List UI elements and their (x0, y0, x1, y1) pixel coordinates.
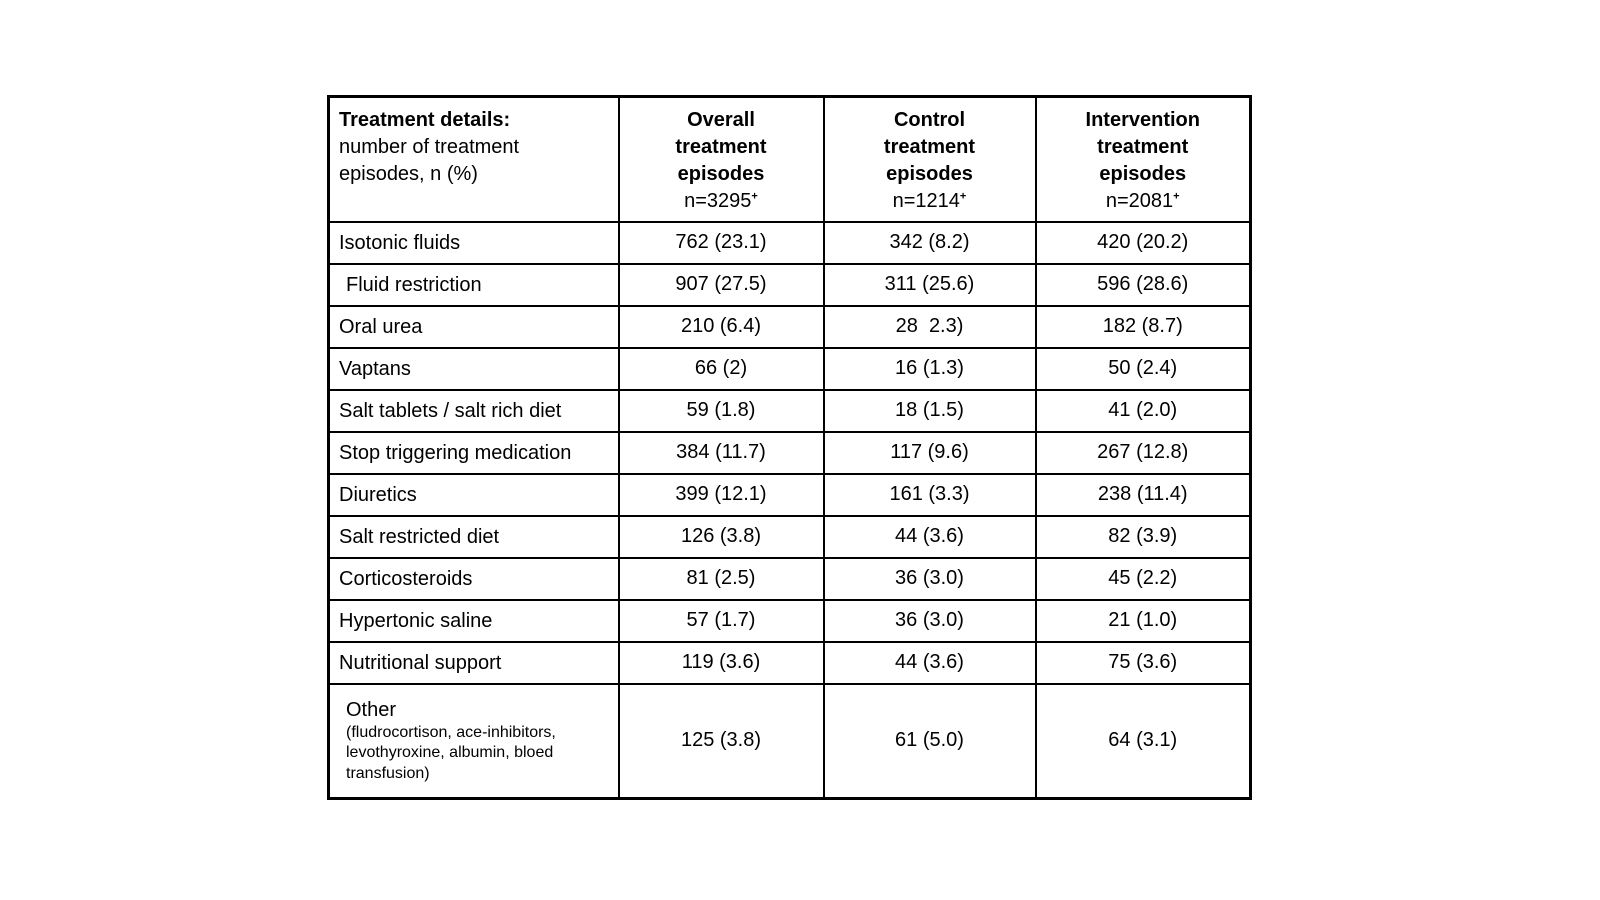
cell-overall: 57 (1.7) (619, 600, 824, 642)
cell-overall: 126 (3.8) (619, 516, 824, 558)
cell-overall: 210 (6.4) (619, 306, 824, 348)
table-header (329, 97, 1251, 222)
cell-overall: 59 (1.8) (619, 390, 824, 432)
table-row (329, 222, 1251, 264)
row-label-cell (329, 516, 619, 558)
cell-control: 16 (1.3) (824, 348, 1036, 390)
row-label-cell (329, 390, 619, 432)
cell-control: 161 (3.3) (824, 474, 1036, 516)
row-label-cell (329, 432, 619, 474)
column-n-control: n=1214+ (892, 190, 967, 212)
table-subtitle: number of treatment episodes, n (%) (339, 136, 520, 185)
row-label: Salt restricted diet (339, 525, 500, 548)
row-label-cell (329, 684, 619, 799)
footnote-mark: + (959, 190, 967, 203)
row-label: Oral urea (339, 315, 423, 338)
table-title: Treatment details: (339, 109, 511, 131)
table-row (329, 390, 1251, 432)
row-label: Hypertonic saline (339, 609, 493, 632)
header-cell-overall (619, 97, 824, 222)
table-row (329, 516, 1251, 558)
table-row (329, 600, 1251, 642)
cell-intervention: 45 (2.2) (1036, 558, 1251, 600)
row-label: Other (346, 698, 397, 721)
cell-control: 36 (3.0) (824, 600, 1036, 642)
row-sublabel: (fludrocortison, ace-inhibitors, levothyroxine, albumin, bloed transfusion) (346, 723, 556, 783)
cell-overall: 119 (3.6) (619, 642, 824, 684)
column-n-intervention: n=2081+ (1105, 190, 1180, 212)
footnote-mark: + (751, 190, 758, 203)
row-label: Fluid restriction (346, 273, 482, 296)
row-label: Stop triggering medication (339, 441, 572, 464)
cell-intervention: 267 (12.8) (1036, 432, 1251, 474)
row-label-cell (329, 222, 619, 264)
row-label: Isotonic fluids (339, 231, 461, 254)
cell-overall: 81 (2.5) (619, 558, 824, 600)
cell-control: 61 (5.0) (824, 684, 1036, 799)
row-label: Vaptans (339, 357, 411, 380)
row-label: Corticosteroids (339, 567, 473, 590)
cell-overall: 907 (27.5) (619, 264, 824, 306)
header-cell-intervention (1036, 97, 1251, 222)
table-row (329, 348, 1251, 390)
table-row (329, 684, 1251, 799)
cell-intervention: 82 (3.9) (1036, 516, 1251, 558)
cell-intervention: 21 (1.0) (1036, 600, 1251, 642)
table-body (329, 222, 1251, 799)
column-n-overall: n=3295+ (684, 190, 758, 212)
row-label: Diuretics (339, 483, 417, 506)
table-row (329, 474, 1251, 516)
header-cell-control (824, 97, 1036, 222)
row-label-cell (329, 642, 619, 684)
row-label-cell (329, 264, 619, 306)
row-label-cell (329, 348, 619, 390)
cell-overall: 762 (23.1) (619, 222, 824, 264)
cell-control: 28 2.3) (824, 306, 1036, 348)
row-label: Nutritional support (339, 651, 502, 674)
cell-control: 44 (3.6) (824, 516, 1036, 558)
cell-intervention: 75 (3.6) (1036, 642, 1251, 684)
row-label-cell (329, 600, 619, 642)
footnote-mark: + (1173, 190, 1180, 203)
cell-intervention: 41 (2.0) (1036, 390, 1251, 432)
header-row (329, 97, 1251, 222)
treatment-table (327, 95, 1252, 800)
cell-overall: 125 (3.8) (619, 684, 824, 799)
cell-overall: 66 (2) (619, 348, 824, 390)
table-row (329, 432, 1251, 474)
cell-overall: 384 (11.7) (619, 432, 824, 474)
row-label-cell (329, 474, 619, 516)
cell-overall: 399 (12.1) (619, 474, 824, 516)
table-row (329, 642, 1251, 684)
cell-intervention: 50 (2.4) (1036, 348, 1251, 390)
cell-control: 117 (9.6) (824, 432, 1036, 474)
table-row (329, 558, 1251, 600)
header-cell-treatment-details (329, 97, 619, 222)
column-title-overall: Overall treatment episodes (675, 109, 767, 185)
cell-control: 36 (3.0) (824, 558, 1036, 600)
row-label: Salt tablets / salt rich diet (339, 399, 562, 422)
treatment-table-container (327, 95, 1252, 800)
cell-control: 44 (3.6) (824, 642, 1036, 684)
column-title-intervention: Intervention treatment episodes (1085, 109, 1200, 185)
cell-intervention: 238 (11.4) (1036, 474, 1251, 516)
cell-control: 311 (25.6) (824, 264, 1036, 306)
column-title-control: Control treatment episodes (883, 109, 976, 185)
cell-intervention: 596 (28.6) (1036, 264, 1251, 306)
cell-intervention: 64 (3.1) (1036, 684, 1251, 799)
row-label-cell (329, 306, 619, 348)
table-row (329, 306, 1251, 348)
table-row (329, 264, 1251, 306)
cell-control: 342 (8.2) (824, 222, 1036, 264)
cell-intervention: 182 (8.7) (1036, 306, 1251, 348)
row-label-cell (329, 558, 619, 600)
cell-intervention: 420 (20.2) (1036, 222, 1251, 264)
cell-control: 18 (1.5) (824, 390, 1036, 432)
